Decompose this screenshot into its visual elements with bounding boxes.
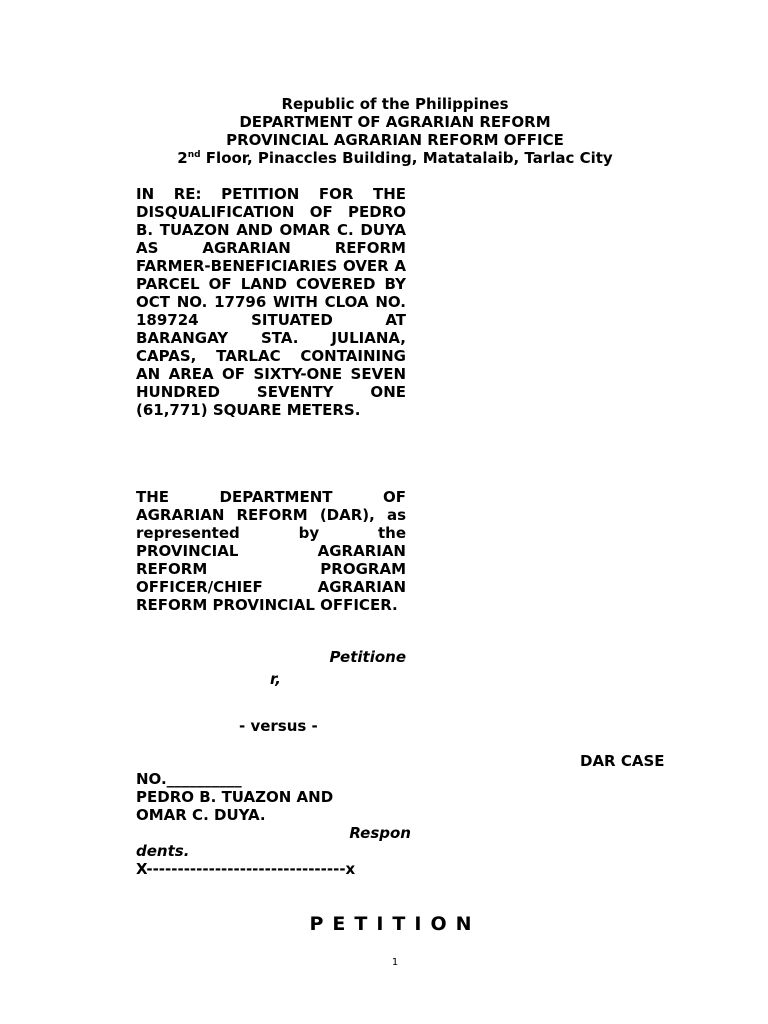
petitioner-label (136, 646, 406, 690)
page-number: 1 (391, 957, 399, 968)
respondents-label (136, 824, 411, 860)
header-department: DEPARTMENT OF AGRARIAN REFORM (239, 113, 551, 131)
header-address (0, 149, 768, 167)
case-number-blank: NO.__________ (136, 770, 242, 788)
header-address-rest: Floor, Pinaccles Building, Matatalaib, Tarlac City (200, 149, 613, 167)
case-number-label: DAR CASE (580, 752, 665, 770)
respondents-label-line2: dents. (136, 842, 190, 860)
caption-separator: X--------------------------------x (136, 860, 356, 878)
petitioner-label-line1: Petitione (329, 648, 406, 666)
document-title: PETITION (309, 913, 481, 935)
respondents-label-line1: Respon (349, 824, 411, 842)
petitioner-label-line2: r, (270, 670, 281, 688)
header-address-ordinal: nd (187, 150, 201, 160)
petitioner-party: THE DEPARTMENT OF AGRARIAN REFORM (DAR), as represented by the PROVINCIAL AGRARIAN REFORM PROGRAM OFFICER/CHIEF AGRARIAN REFORM PROVINCIAL OFFICER. (136, 488, 406, 614)
case-caption: IN RE: PETITION FOR THE DISQUALIFICATION OF PEDRO B. TUAZON AND OMAR C. DUYA AS AGRARIAN REFORM FARMER-BENEFICIARIES OVER A PARCEL OF LAND COVERED BY OCT NO. 17796 WITH CLOA NO. 189724 SITUATED AT BARANGAY STA. JULIANA, CAPAS, TARLAC CONTAINING AN AREA OF SIXTY-ONE SEVEN HUNDRED SEVENTY ONE (61,771) SQUARE METERS. (136, 185, 406, 419)
header-provincial-office: PROVINCIAL AGRARIAN REFORM OFFICE (226, 131, 564, 149)
header-address-floor: 2 (177, 149, 188, 167)
document-header (0, 95, 768, 167)
versus-text: - versus - (239, 717, 318, 735)
respondents-party: PEDRO B. TUAZON AND OMAR C. DUYA. (136, 788, 334, 824)
header-republic: Republic of the Philippines (281, 95, 509, 113)
